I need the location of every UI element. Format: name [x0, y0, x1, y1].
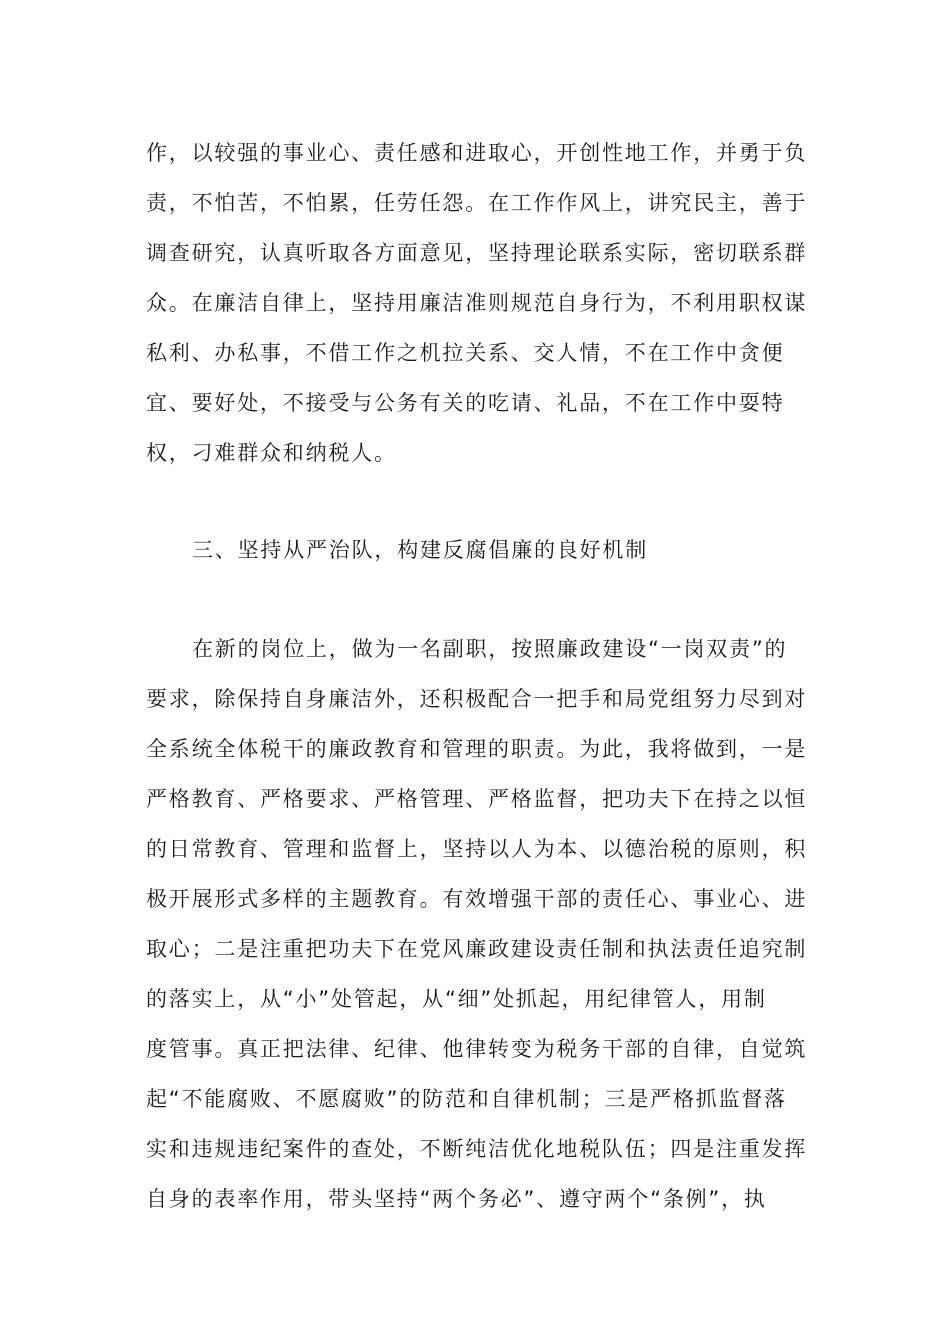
paragraph-line: 起“不能腐败、不愿腐败”的防范和自律机制；三是严格抓监督落	[146, 1087, 787, 1111]
paragraph-line: 宜、要好处，不接受与公务有关的吃请、礼品，不在工作中耍特	[146, 391, 785, 415]
paragraph-line: 的落实上，从“小”处管起，从“细”处抓起，用纪律管人，用制	[146, 987, 767, 1011]
paragraph-line: 严格教育、严格要求、严格管理、严格监督，把功夫下在持之以恒	[146, 787, 808, 811]
paragraph-line: 实和违规违纪案件的查处，不断纯洁优化地税队伍；四是注重发挥	[146, 1137, 808, 1161]
paragraph-line: 极开展形式多样的主题教育。有效增强干部的责任心、事业心、进	[146, 887, 808, 911]
paragraph-line: 责，不怕苦，不怕累，任劳任怨。在工作作风上，讲究民主，善于	[146, 191, 808, 215]
paragraph-line: 在新的岗位上，做为一名副职，按照廉政建设“一岗双责”的	[192, 637, 788, 661]
paragraph-line: 私利、办私事，不借工作之机拉关系、交人情，不在工作中贪便	[146, 341, 785, 365]
paragraph-line: 调查研究，认真听取各方面意见，坚持理论联系实际，密切联系群	[146, 241, 808, 265]
paragraph-line: 自身的表率作用，带头坚持“两个务必”、遵守两个“条例”，执	[146, 1187, 767, 1211]
paragraph-line: 众。在廉洁自律上，坚持用廉洁准则规范自身行为，不利用职权谋	[146, 291, 808, 315]
paragraph-line: 的日常教育、管理和监督上，坚持以人为本、以德治税的原则，积	[146, 837, 808, 861]
paragraph-line: 作，以较强的事业心、责任感和进取心，开创性地工作，并勇于负	[146, 141, 808, 165]
paragraph-line: 全系统全体税干的廉政教育和管理的职责。为此，我将做到，一是	[146, 737, 808, 761]
section-heading: 三、坚持从严治队，构建反腐倡廉的良好机制	[192, 538, 648, 562]
paragraph-line: 度管事。真正把法律、纪律、他律转变为税务干部的自律，自觉筑	[146, 1037, 808, 1061]
paragraph-line: 权，刁难群众和纳税人。	[146, 441, 397, 465]
paragraph-line: 取心；二是注重把功夫下在党风廉政建设责任制和执法责任追究制	[146, 937, 808, 961]
paragraph-line: 要求，除保持自身廉洁外，还积极配合一把手和局党组努力尽到对	[146, 687, 808, 711]
